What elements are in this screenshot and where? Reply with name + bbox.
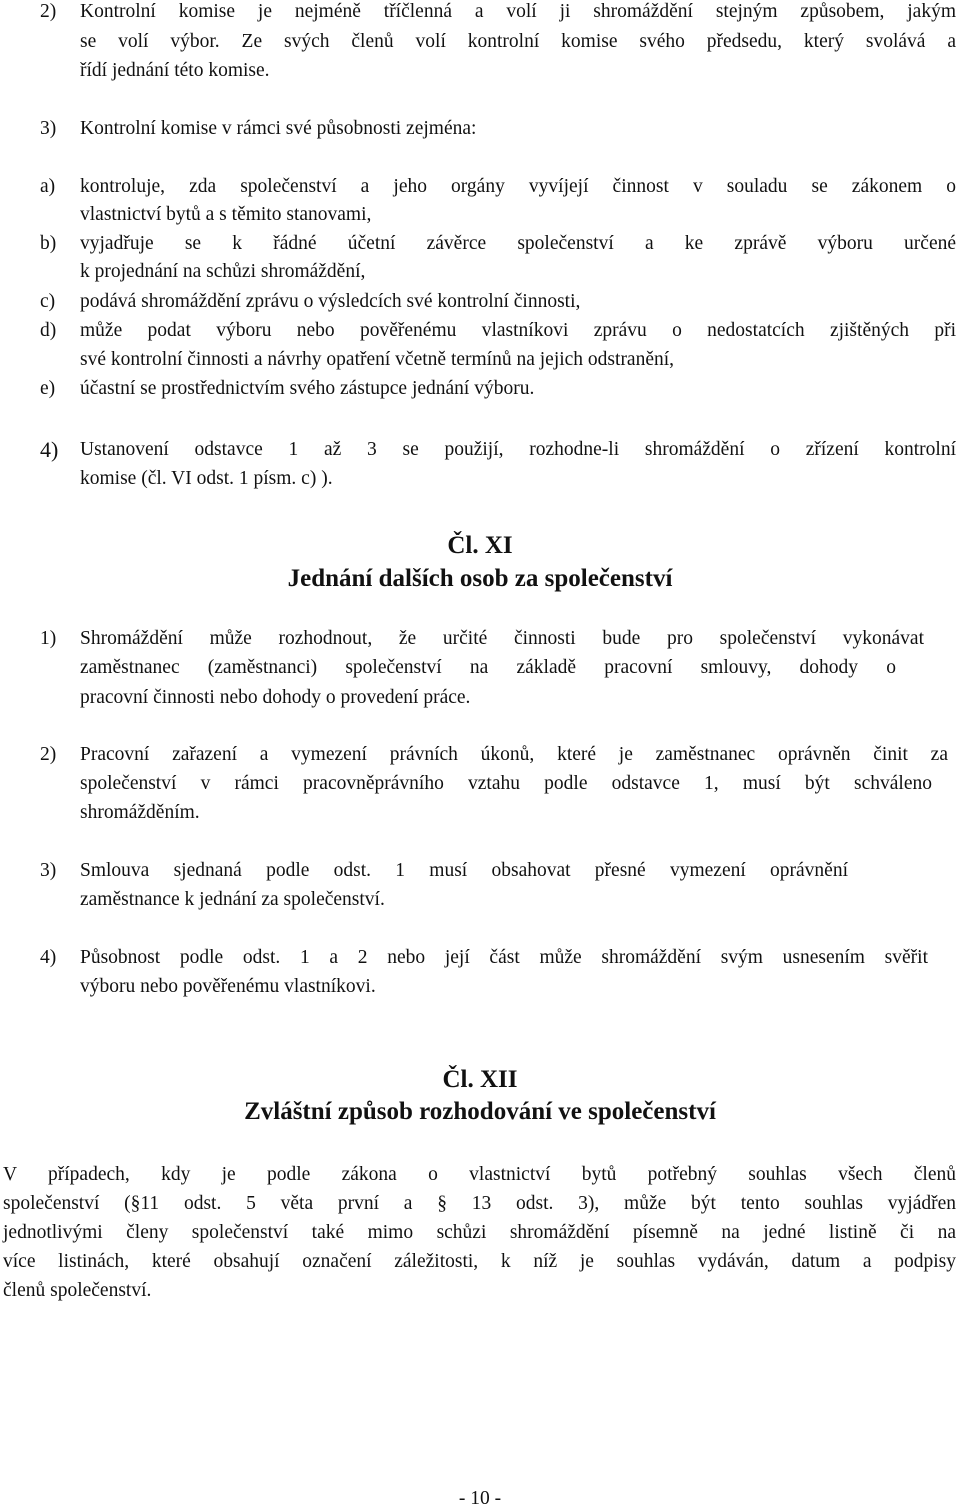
text-line: výboru nebo pověřenému vlastníkovi. [80, 976, 376, 997]
text-line: může podat výboru nebo pověřenému vlastníkovi zprávu o nedostatcích zjištěných při [80, 320, 956, 341]
article-title: Jednání dalších osob za společenství [287, 565, 673, 592]
text-line: vyjadřuje se k řádné účetní závěrce společenství a ke zprávě výboru určené [80, 233, 956, 254]
page-number: - 10 - [458, 1488, 502, 1509]
text-line: Kontrolní komise v rámci své působnosti zejména: [80, 118, 477, 139]
text-line: shromážděním. [80, 802, 200, 823]
article-number: Čl. XII [442, 1066, 518, 1093]
text-line: společenství (§11 odst. 5 věta první a § 13 odst. 3), může být tento souhlas vyjádřen [3, 1193, 956, 1214]
text-line: Působnost podle odst. 1 a 2 nebo její část může shromáždění svým usnesením svěřit [80, 947, 928, 968]
list-letter: d) [40, 320, 57, 341]
paragraph-number: 4) [40, 437, 59, 462]
list-letter: a) [40, 176, 56, 197]
text-line: pracovní činnosti nebo dohody o provedení práce. [80, 687, 471, 708]
list-letter: c) [40, 291, 56, 312]
text-line: Smlouva sjednaná podle odst. 1 musí obsahovat přesné vymezení oprávnění [80, 860, 848, 881]
text-line: podává shromáždění zprávu o výsledcích své kontrolní činnosti, [80, 291, 581, 312]
text-line: více listinách, které obsahují označení záležitosti, k níž je souhlas vydáván, datum a podpisy [3, 1251, 956, 1272]
text-line: Pracovní zařazení a vymezení právních úkonů, které je zaměstnanec oprávněn činit za [80, 744, 948, 765]
text-line: kontroluje, zda společenství a jeho orgány vyvíjejí činnost v souladu se zákonem o [80, 176, 956, 197]
article-title: Zvláštní způsob rozhodování ve společenství [244, 1098, 716, 1125]
text-line: se volí výbor. Ze svých členů volí kontrolní komise svého předsedu, který svolává a [80, 31, 956, 52]
text-line: V případech, kdy je podle zákona o vlastnictví bytů potřebný souhlas všech členů [3, 1164, 956, 1185]
text-line: účastní se prostřednictvím svého zástupce jednání výboru. [80, 378, 535, 399]
article-number: Čl. XI [447, 532, 513, 559]
paragraph-number: 2) [40, 1, 57, 22]
list-letter: e) [40, 378, 56, 399]
paragraph-number: 3) [40, 118, 57, 139]
text-line: své kontrolní činnosti a návrhy opatření včetně termínů na jejich odstranění, [80, 349, 675, 370]
text-line: společenství v rámci pracovněprávního vztahu podle odstavce 1, musí být schváleno [80, 773, 932, 794]
paragraph-number: 4) [40, 947, 57, 968]
text-line: Ustanovení odstavce 1 až 3 se použijí, rozhodne-li shromáždění o zřízení kontrolní [80, 439, 956, 460]
text-line: řídí jednání této komise. [80, 60, 270, 81]
text-line: vlastnictví bytů a s těmito stanovami, [80, 204, 372, 225]
text-line: členů společenství. [3, 1280, 152, 1301]
text-line: Kontrolní komise je nejméně tříčlenná a volí ji shromáždění stejným způsobem, jakým [80, 1, 956, 22]
text-line: komise (čl. VI odst. 1 písm. c) ). [80, 468, 333, 489]
text-line: zaměstnance k jednání za společenství. [80, 889, 385, 910]
paragraph-number: 1) [40, 628, 57, 649]
paragraph-number: 3) [40, 860, 57, 881]
text-line: k projednání na schůzi shromáždění, [80, 261, 366, 282]
text-line: Shromáždění může rozhodnout, že určité činnosti bude pro společenství vykonávat [80, 628, 924, 649]
list-letter: b) [40, 233, 57, 254]
paragraph-number: 2) [40, 744, 57, 765]
text-line: jednotlivými členy společenství také mimo schůzi shromáždění písemně na jedné listině či na [3, 1222, 956, 1243]
text-line: zaměstnanec (zaměstnanci) společenství na základě pracovní smlouvy, dohody o [80, 657, 896, 678]
